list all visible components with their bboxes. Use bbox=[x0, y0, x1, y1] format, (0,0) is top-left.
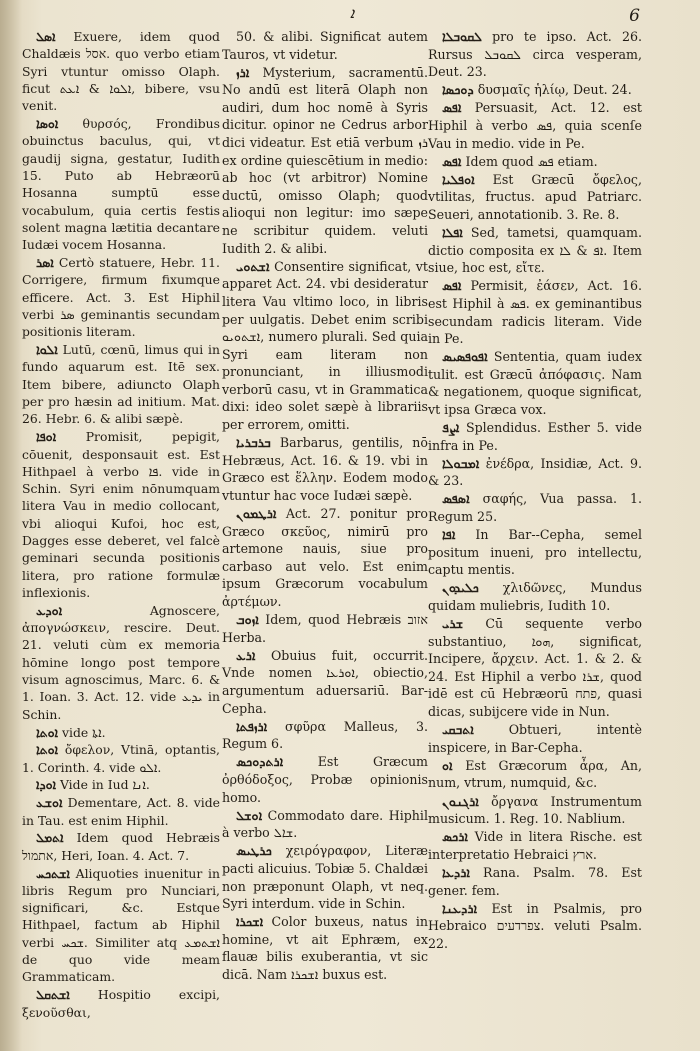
entry-headword: ܐܪܙ bbox=[236, 64, 250, 80]
entry-definition: vide ܐܬܐ. bbox=[61, 724, 106, 740]
entry-headword: ܐܣܪ bbox=[36, 255, 54, 271]
entry-headword: ܫܪܝ bbox=[442, 616, 464, 632]
entry-headword: ܐܦܘܦܣܝܣ bbox=[442, 349, 488, 365]
dictionary-entry bbox=[428, 793, 642, 828]
entry-headword: ܐܫܬܘܝ bbox=[236, 258, 270, 274]
entry-definition: Splendidus. Esther 5. vide infra in Pe. bbox=[428, 420, 642, 453]
entry-headword: ܐܡܒܘܠܐ bbox=[442, 455, 480, 471]
dictionary-entry bbox=[428, 28, 642, 81]
entry-headword: ܐܫܟܪܐ bbox=[236, 914, 264, 930]
entry-headword: ܐܦܠܐ bbox=[442, 225, 463, 241]
entry-definition: ἐνέδρα, Insidiæ, Act. 9. & 23. bbox=[428, 455, 642, 489]
entry-headword: ܐܪܥ bbox=[236, 647, 256, 663]
entry-definition: Idem, quod Hebræis אזוב Herba. bbox=[222, 612, 428, 645]
entry-definition: Commodato dare. Hiphil à verbo ܫܐܠ. bbox=[222, 807, 428, 841]
dictionary-entry bbox=[222, 258, 428, 434]
entry-definition: Agnoscere, ἀπογνώσκειν, rescire. Deut. 21. veluti cùm ex memoria hōmine longo post tempore visum agnoscimus, Marc. 6. & 1. Ioan. 3. Act. 12. vide ܝܕܥ in Schin. bbox=[22, 602, 220, 722]
entry-definition: χλιδῶνες, Mundus quidam muliebris, Iudith 10. bbox=[428, 580, 642, 613]
dictionary-entry bbox=[22, 829, 220, 864]
entry-headword: ܐܙܘܒ bbox=[236, 612, 259, 628]
entry-definition: Est Græcorum ἆρα, An, num, vtrum, numquid, &c. bbox=[428, 757, 642, 791]
dictionary-entry bbox=[222, 842, 428, 912]
page-number: 6 bbox=[629, 6, 640, 26]
entry-headword: ܐܘܦܠܝܐ bbox=[442, 171, 475, 187]
entry-headword: ܐܬܡܠ bbox=[36, 830, 64, 846]
entry-headword: ܐܘܫܥ bbox=[36, 795, 63, 811]
dictionary-entry bbox=[428, 171, 642, 224]
dictionary-entry bbox=[22, 776, 220, 793]
entry-headword: ܐܠܘܐ bbox=[36, 342, 58, 358]
entry-headword: ܐܦܣ bbox=[442, 153, 462, 169]
entry-headword: ܐܘܦܐ bbox=[36, 429, 57, 445]
entry-definition: Est Græcū ὄφελος, vtilitas, fructus. apud Patriarc. Seueri, annotationib. 3. Re. 8. bbox=[428, 171, 642, 222]
entry-definition: Certò statuere, Hebr. 11. Corrigere, firmum fixumque efficere. Act. 3. Est Hiphil verbi ܣܪ geminantis secundam positionis literam. bbox=[22, 255, 220, 340]
entry-headword: ܐܪܙܦܬܐ bbox=[236, 718, 268, 734]
entry-definition: Promisit, pepigit, cōuenit, desponsauit est. Est Hithpael à verbo ܦܐ. vide in Schin. Syri enim nōnumquam litera Vau in medio collocant, vbi alioqui Kufoi, hoc est, Dagges esse deberet, vel falcè geminari secunda positionis litera, pro ratione formulæ inflexionis. bbox=[22, 429, 220, 600]
entry-definition: Exuere, idem quod Chaldæis אסל. quo verbo etiam Syri vtuntur omisso Olaph. ficut ܐܠܘܐ & ܐܥܬ, bibere, vsu venit. bbox=[22, 29, 221, 114]
entry-definition: Obtueri, intentè inspicere, in Bar-Cepha. bbox=[428, 722, 642, 755]
dictionary-entry bbox=[222, 913, 428, 983]
entry-headword: ܟܠܝܕܘܢ bbox=[442, 580, 479, 596]
dictionary-entry bbox=[222, 647, 428, 717]
dictionary-entry bbox=[22, 341, 220, 428]
entry-headword: ܐܬܒܩܝ bbox=[442, 722, 474, 738]
dictionary-entry bbox=[22, 865, 220, 986]
dictionary-entry bbox=[428, 81, 642, 99]
entry-headword: ܐܘܬܐ bbox=[36, 724, 59, 740]
dictionary-entry bbox=[222, 718, 428, 753]
dictionary-entry bbox=[428, 455, 642, 490]
entry-headword: ܐܪܕܥܢܐ bbox=[442, 900, 477, 916]
entry-definition: ὄργανα Instrumentum musicum. 1. Reg. 10. Nablium. bbox=[428, 793, 642, 827]
dictionary-entry bbox=[428, 757, 642, 792]
dictionary-entry bbox=[22, 986, 220, 1021]
entry-definition: pro te ipso. Act. 26. Rursus ܠܩܘܒܠ circa vesperam, Deut. 23. bbox=[428, 29, 642, 80]
dictionary-entry bbox=[428, 153, 642, 171]
running-head-mark: ܐ bbox=[349, 4, 355, 22]
entry-headword: ܐܘܬܐ bbox=[36, 742, 59, 758]
entry-definition: Lutū, cœnū, limus qui in fundo aquarum est. Itē sex. Item bibere, adiuncto Olaph per pro hæsin ad initium. Mat. 26. Hebr. 6. & alibi sæpè. bbox=[22, 342, 220, 427]
entry-headword: ܒܪܒܪܝܐ bbox=[236, 435, 271, 451]
entry-headword: ܟܪܛܝܣ bbox=[236, 843, 272, 859]
dictionary-entry bbox=[22, 602, 220, 723]
entry-definition: Consentire significat, vt apparet Act. 24. vbi desideratur litera Vau vltimo loco, in libris per uulgatis. Debet enim scribi ܐܫܬܘܝܘ, numero plurali. Sed quia Syri eam literam non pronunciant, in illiusmodi verborū casu, vt in Grammatica dixi: ideo solet sæpè à librariis per errorem, omitti. bbox=[222, 258, 428, 433]
entry-definition: 50. & alibi. Significat autem Tauros, vt videtur. bbox=[222, 29, 428, 62]
entry-headword: ܕܘܟܣܐ bbox=[442, 82, 474, 98]
entry-headword: ܐܦܐ bbox=[442, 527, 456, 543]
entry-headword: ܐܪܛܡܘܢ bbox=[236, 506, 277, 522]
entry-definition: Persuasit, Act. 12. est Hiphil à verbo ܦܣ, quia scenſe Vau in medio. vide in Pe. bbox=[428, 100, 642, 151]
dictionary-entry bbox=[22, 724, 220, 741]
dictionary-entry bbox=[222, 611, 428, 646]
dictionary-entry bbox=[428, 828, 642, 863]
dictionary-entry bbox=[428, 348, 642, 418]
dictionary-entry bbox=[22, 794, 220, 829]
dictionary-entry bbox=[222, 64, 428, 258]
entry-headword: ܐܘܣܐ bbox=[36, 116, 59, 132]
entry-definition: ὄφελον, Vtinā, optantis, 1. Corinth. 4. vide ܐܠܘ. bbox=[22, 742, 220, 775]
dictionary-entry bbox=[222, 753, 428, 806]
dictionary-entry bbox=[428, 224, 642, 277]
entry-definition: σαφής, Vua passa. 1. Regum 25. bbox=[428, 491, 642, 525]
entry-definition: Vide in litera Rische. est interpretatio Hebraici ארץ. bbox=[428, 829, 642, 862]
entry-definition: χειρόγραφον, Literæ pacti alicuius. Tobiæ 5. Chaldæi non præponunt Olaph, vt neq. Syri interdum. vide in Schin. bbox=[222, 843, 428, 912]
dictionary-entry bbox=[22, 115, 220, 254]
entry-headword: ܐܘܕܐ bbox=[36, 777, 56, 793]
dictionary-entry bbox=[428, 721, 642, 756]
entry-headword: ܐܪܟܣ bbox=[442, 829, 468, 845]
column-right bbox=[428, 28, 642, 953]
binding-gutter-shadow bbox=[0, 0, 22, 1051]
dictionary-entry bbox=[222, 434, 428, 504]
dictionary-entry bbox=[428, 864, 642, 899]
entry-definition: Hospitio excipi, ξενοῦσθαι, bbox=[22, 987, 220, 1020]
dictionary-entry bbox=[22, 741, 220, 776]
entry-definition: Mysterium, sacramentū. No andū est literā Olaph non audiri, dum hoc nomē à Syris dicitur. opinor ne Cedrus arbor dici videatur. Est etiā verbum ܪܙ ex ordine quiescētium in medio: ab hoc (vt arbitror) Nomine ductū, omisso Olaph; quod alioqui non legitur: imo sæpe ne scribitur quidem. veluti Iudith 2. & alibi. bbox=[222, 64, 428, 256]
entry-definition: Barbarus, gentilis, nō Hebræus, Act. 16. & 19. vbi in Græco est ἕλλην. Eodem modo vtuntur hac voce Iudæi sæpè. bbox=[222, 435, 428, 503]
entry-headword: ܐܘܫܠ bbox=[236, 807, 263, 823]
dictionary-entry bbox=[222, 28, 428, 63]
entry-headword: ܠܩܘܒܠܐ bbox=[442, 29, 482, 44]
entry-definition: Idem quod ܦܣ etiam. bbox=[465, 153, 598, 169]
dictionary-entry bbox=[428, 277, 642, 347]
dictionary-entry bbox=[428, 579, 642, 614]
dictionary-entry bbox=[428, 526, 642, 579]
entry-definition: Vide in Iud ܐܢܐ. bbox=[59, 777, 150, 793]
entry-headword: ܐܘܕܥ bbox=[36, 602, 63, 618]
entry-definition: Dementare, Act. 8. vide in Tau. est enim Hiphil. bbox=[22, 795, 220, 828]
entry-headword: ܐܣܦܣ bbox=[442, 491, 470, 507]
entry-definition: Est Græcum ὀρθόδοξος, Probæ opinionis homo. bbox=[222, 754, 428, 805]
entry-definition: θυρσός, Frondibus obuinctus baculus, qui, vt gaudij signa, gestatur, Iudith 15. Puto ab Hebræorū Hosanna sumptū esse vocabulum, quia certis festis solent magna lætitia decantare Iudæi vocem Hosanna. bbox=[22, 116, 220, 253]
entry-definition: Permisit, ἐάσεν, Act. 16. est Hiphil à ܦܣ. ex geminantibus secundam radicis literam. Vide in Pe. bbox=[428, 278, 642, 347]
entry-definition: σφῦρα Malleus, 3. Regum 6. bbox=[222, 718, 428, 752]
dictionary-entry bbox=[428, 99, 642, 152]
dictionary-entry bbox=[428, 419, 642, 454]
dictionary-entry bbox=[428, 490, 642, 525]
entry-definition: Obuius fuit, occurrit. Vnde nomen ܐܘܪܥܐ, obiectio, argumentum aduersariū. Bar-Cepha. bbox=[222, 647, 428, 716]
entry-definition: Sed, tametsi, quamquam. dictio composita ex ܐܦ & ܠܐ. Item siue, hoc est, εἴτε. bbox=[428, 225, 642, 276]
entry-definition: In Bar--Cepha, semel positum inueni, pro intellectu, captu mentis. bbox=[428, 527, 642, 578]
dictionary-entry bbox=[222, 505, 428, 611]
dictionary-entry bbox=[428, 900, 642, 953]
entry-headword: ܐܣܠ bbox=[36, 29, 56, 44]
entry-definition: Sententia, quam iudex tulit. est Græcū ἀπόφασις. Nam & negationem, quoque significat, vt ipsa Græca vox. bbox=[428, 349, 642, 417]
entry-headword: ܐܪܓܢܘܢ bbox=[442, 793, 479, 809]
entry-definition: Aliquoties inuenitur in libris Regum pro Nunciari, significari, &c. Estque Hithpael, factum ab Hiphil verbi ܫܟܚ. Similiter atq ܐܫܬܡܥ de quo vide meam Grammaticam. bbox=[22, 865, 220, 985]
column-middle bbox=[222, 28, 428, 984]
entry-headword: ܐܫܬܩܠ bbox=[36, 987, 70, 1003]
entry-definition: Color buxeus, natus in homine, vt ait Ephræm, ex flauæ bilis exuberantia, vt sic dicā. Nam ܐܫܟܪܐ buxus est. bbox=[222, 914, 428, 982]
entry-headword: ܐܦܣ bbox=[442, 278, 462, 294]
dictionary-entry bbox=[22, 254, 220, 341]
dictionary-entry bbox=[22, 28, 220, 115]
entry-definition: Rana. Psalm. 78. Est gener. fem. bbox=[428, 864, 642, 898]
column-left bbox=[22, 28, 220, 1021]
entry-headword: ܐܪܕܥܐ bbox=[442, 864, 470, 880]
dictionary-entry bbox=[222, 807, 428, 842]
entry-headword: ܐܦܣ bbox=[442, 100, 462, 116]
entry-headword: ܐܪܬܕܘܟܣ bbox=[236, 754, 284, 770]
entry-definition: Idem quod Hebræis אתמול, Heri, Ioan. 4. Act. 7. bbox=[22, 830, 220, 863]
entry-headword: ܐܘ bbox=[442, 757, 453, 773]
entry-definition: Est in Psalmis, pro Hebraico צפרדעים. veluti Psalm. 22. bbox=[428, 900, 642, 951]
entry-definition: Cū sequente verbo substantiuo, ܗܘܐ, significat, Incipere, ἄρχειν. Act. 1. & 2. & 24. Est Hiphil a verbo ܫܪܐ, quod idē est cū Hebræorū פתח, quasi dicas, subijcere vide in Nun. bbox=[428, 616, 642, 720]
entry-headword: ܐܫܬܟܚ bbox=[36, 865, 70, 881]
entry-definition: δυσμαῖς ἡλίῳ, Deut. 24. bbox=[477, 82, 632, 98]
entry-definition: Act. 27. ponitur pro Græco σκεῦος, nimirū pro artemone nauis, siue pro carbaso aut velo. Est enim ipsum Græcorum vocabulum ἀρτέμων. bbox=[222, 506, 428, 609]
dictionary-entry bbox=[22, 428, 220, 601]
entry-headword: ܐܨܦ bbox=[442, 420, 460, 436]
dictionary-entry bbox=[428, 615, 642, 721]
